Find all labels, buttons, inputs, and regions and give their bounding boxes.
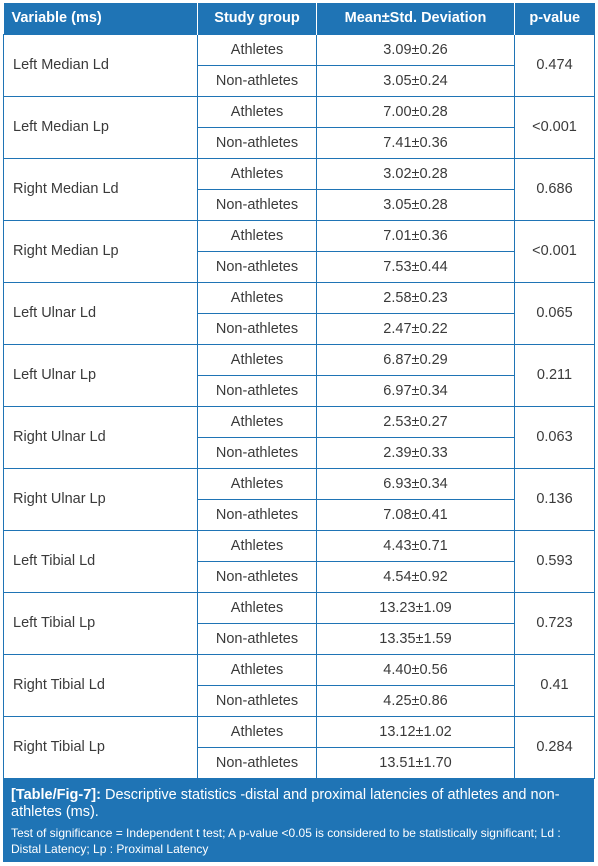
p-value-cell: 0.065 (515, 282, 595, 344)
study-group-cell: Non-athletes (198, 623, 317, 654)
mean-sd-cell: 3.02±0.28 (317, 158, 515, 189)
mean-sd-cell: 13.51±1.70 (317, 747, 515, 778)
mean-sd-cell: 13.23±1.09 (317, 592, 515, 623)
study-group-cell: Non-athletes (198, 251, 317, 282)
variable-cell: Right Ulnar Lp (4, 468, 198, 530)
p-value-cell: 0.593 (515, 530, 595, 592)
study-group-cell: Athletes (198, 158, 317, 189)
study-group-cell: Athletes (198, 282, 317, 313)
table-row (4, 654, 595, 685)
p-value-cell: 0.063 (515, 406, 595, 468)
study-group-cell: Non-athletes (198, 313, 317, 344)
study-group-cell: Athletes (198, 592, 317, 623)
study-group-cell: Athletes (198, 530, 317, 561)
mean-sd-cell: 2.53±0.27 (317, 406, 515, 437)
variable-cell: Left Median Lp (4, 96, 198, 158)
table-header (4, 3, 595, 34)
mean-sd-cell: 2.58±0.23 (317, 282, 515, 313)
p-value-cell: <0.001 (515, 220, 595, 282)
variable-cell: Right Tibial Ld (4, 654, 198, 716)
study-group-cell: Non-athletes (198, 375, 317, 406)
study-group-cell: Athletes (198, 34, 317, 65)
table-row (4, 282, 595, 313)
caption-label: [Table/Fig-7]: (11, 786, 101, 803)
p-value-cell: 0.686 (515, 158, 595, 220)
mean-sd-cell: 6.93±0.34 (317, 468, 515, 499)
study-group-cell: Athletes (198, 344, 317, 375)
header-p-value: p-value (515, 3, 595, 34)
study-group-cell: Athletes (198, 468, 317, 499)
p-value-cell: 0.474 (515, 34, 595, 96)
mean-sd-cell: 7.41±0.36 (317, 127, 515, 158)
p-value-cell: 0.284 (515, 716, 595, 778)
p-value-cell: 0.41 (515, 654, 595, 716)
p-value-cell: 0.723 (515, 592, 595, 654)
variable-cell: Right Median Ld (4, 158, 198, 220)
mean-sd-cell: 3.05±0.28 (317, 189, 515, 220)
study-group-cell: Non-athletes (198, 499, 317, 530)
study-group-cell: Athletes (198, 406, 317, 437)
p-value-cell: <0.001 (515, 96, 595, 158)
variable-cell: Right Median Lp (4, 220, 198, 282)
study-group-cell: Non-athletes (198, 747, 317, 778)
header-study-group: Study group (198, 3, 317, 34)
study-group-cell: Non-athletes (198, 189, 317, 220)
table-row (4, 716, 595, 747)
mean-sd-cell: 7.53±0.44 (317, 251, 515, 282)
mean-sd-cell: 7.01±0.36 (317, 220, 515, 251)
table-row (4, 34, 595, 65)
variable-cell: Left Ulnar Lp (4, 344, 198, 406)
table-row (4, 592, 595, 623)
table-row (4, 220, 595, 251)
study-group-cell: Non-athletes (198, 685, 317, 716)
table-row (4, 158, 595, 189)
caption-note: Test of significance = Independent t test; A p-value <0.05 is considered to be statistically significant; Ld : Distal Latency; Lp : Proximal Latency (11, 825, 561, 856)
mean-sd-cell: 3.05±0.24 (317, 65, 515, 96)
mean-sd-cell: 7.00±0.28 (317, 96, 515, 127)
variable-cell: Right Ulnar Ld (4, 406, 198, 468)
caption-title: Descriptive statistics -distal and proximal latencies of athletes and non-athletes (ms). (11, 786, 560, 820)
table-row (4, 406, 595, 437)
study-group-cell: Athletes (198, 96, 317, 127)
mean-sd-cell: 2.39±0.33 (317, 437, 515, 468)
study-group-cell: Athletes (198, 654, 317, 685)
header-variable: Variable (ms) (4, 3, 198, 34)
variable-cell: Left Median Ld (4, 34, 198, 96)
table-caption (3, 779, 594, 862)
variable-cell: Left Tibial Lp (4, 592, 198, 654)
mean-sd-cell: 2.47±0.22 (317, 313, 515, 344)
mean-sd-cell: 4.54±0.92 (317, 561, 515, 592)
header-mean-sd: Mean±Std. Deviation (317, 3, 515, 34)
mean-sd-cell: 3.09±0.26 (317, 34, 515, 65)
caption-title-line (11, 787, 586, 821)
table-row (4, 344, 595, 375)
study-group-cell: Athletes (198, 716, 317, 747)
table-row (4, 530, 595, 561)
table-row (4, 468, 595, 499)
study-group-cell: Non-athletes (198, 65, 317, 96)
p-value-cell: 0.211 (515, 344, 595, 406)
mean-sd-cell: 6.97±0.34 (317, 375, 515, 406)
table-body (4, 34, 595, 778)
study-group-cell: Non-athletes (198, 561, 317, 592)
study-group-cell: Non-athletes (198, 437, 317, 468)
mean-sd-cell: 13.35±1.59 (317, 623, 515, 654)
mean-sd-cell: 7.08±0.41 (317, 499, 515, 530)
mean-sd-cell: 13.12±1.02 (317, 716, 515, 747)
mean-sd-cell: 4.25±0.86 (317, 685, 515, 716)
variable-cell: Left Tibial Ld (4, 530, 198, 592)
p-value-cell: 0.136 (515, 468, 595, 530)
header-row (4, 3, 595, 34)
study-group-cell: Athletes (198, 220, 317, 251)
variable-cell: Right Tibial Lp (4, 716, 198, 778)
table-figure (3, 3, 594, 863)
variable-cell: Left Ulnar Ld (4, 282, 198, 344)
mean-sd-cell: 6.87±0.29 (317, 344, 515, 375)
mean-sd-cell: 4.43±0.71 (317, 530, 515, 561)
table-row (4, 96, 595, 127)
latency-table (3, 3, 595, 779)
mean-sd-cell: 4.40±0.56 (317, 654, 515, 685)
study-group-cell: Non-athletes (198, 127, 317, 158)
